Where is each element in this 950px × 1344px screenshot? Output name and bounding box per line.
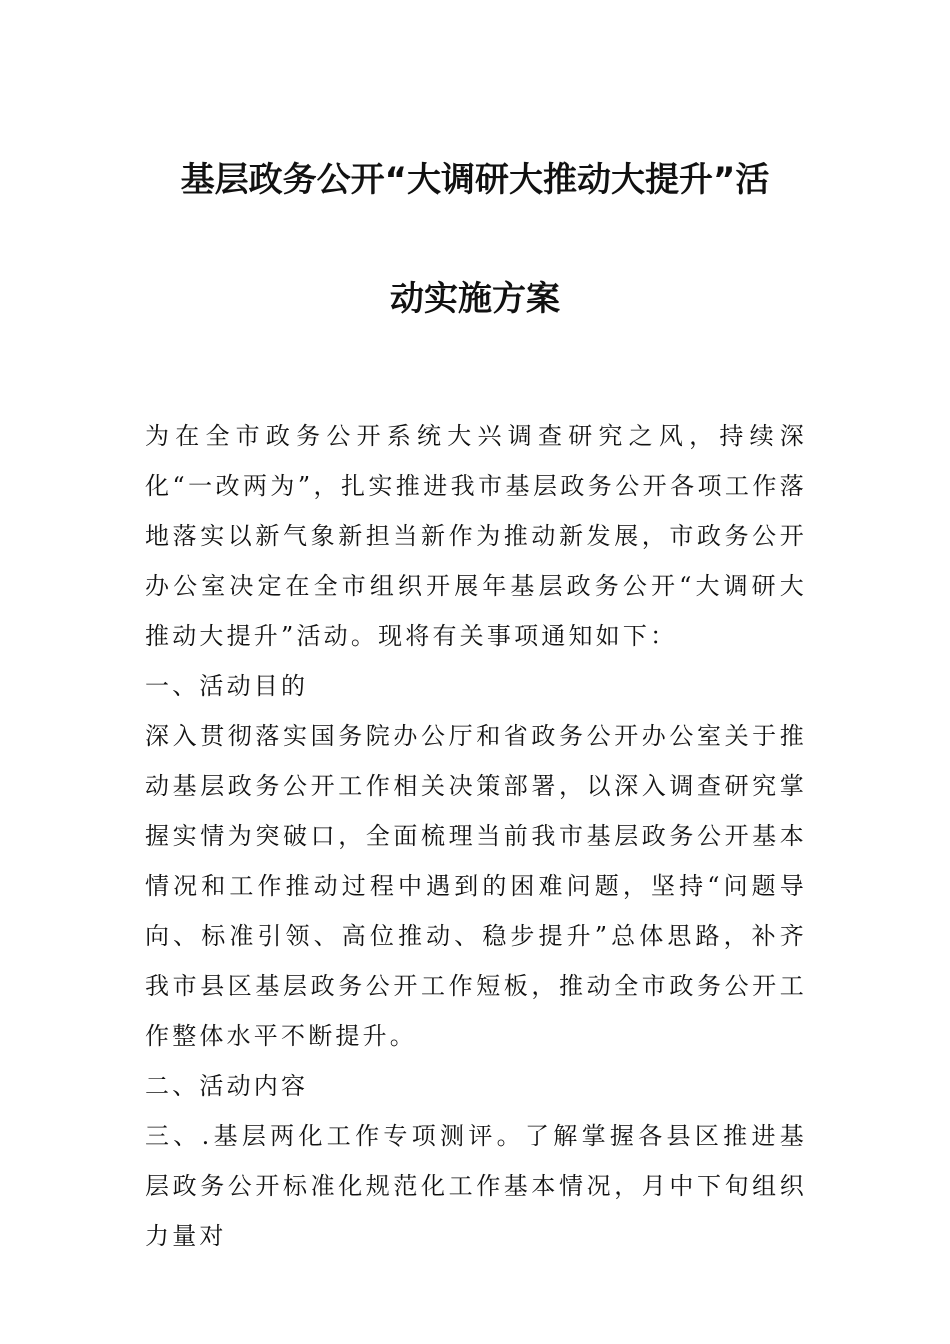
document-title-line-2: 动实施方案 [390,279,560,319]
section-heading-content: 二、活动内容 [145,1072,309,1100]
content-paragraph: 三、.基层两化工作专项测评。了解掌握各县区推进基层政务公开标准化规范化工作基本情况，月中下旬组织力量对 [145,1122,807,1250]
purpose-paragraph: 深入贯彻落实国务院办公厅和省政务公开办公室关于推动基层政务公开工作相关决策部署，以深入调查研究掌握实情为突破口，全面梳理当前我市基层政务公开基本情况和工作推动过程中遇到的困难问题，坚持“问题导向、标准引领、高位推动、稳步提升”总体思路，补齐我市县区基层政务公开工作短板，推动全市政务公开工作整体水平不断提升。 [145,722,807,1050]
section-heading-purpose: 一、活动目的 [145,672,309,700]
document-title-line-1: 基层政务公开“大调研大推动大提升”活 [180,160,770,200]
document-body [145,411,807,1261]
intro-paragraph: 为在全市政务公开系统大兴调查研究之风，持续深化“一改两为”，扎实推进我市基层政务公开各项工作落地落实以新气象新担当新作为推动新发展，市政务公开办公室决定在全市组织开展年基层政务公开“大调研大推动大提升”活动。现将有关事项通知如下： [145,422,807,650]
